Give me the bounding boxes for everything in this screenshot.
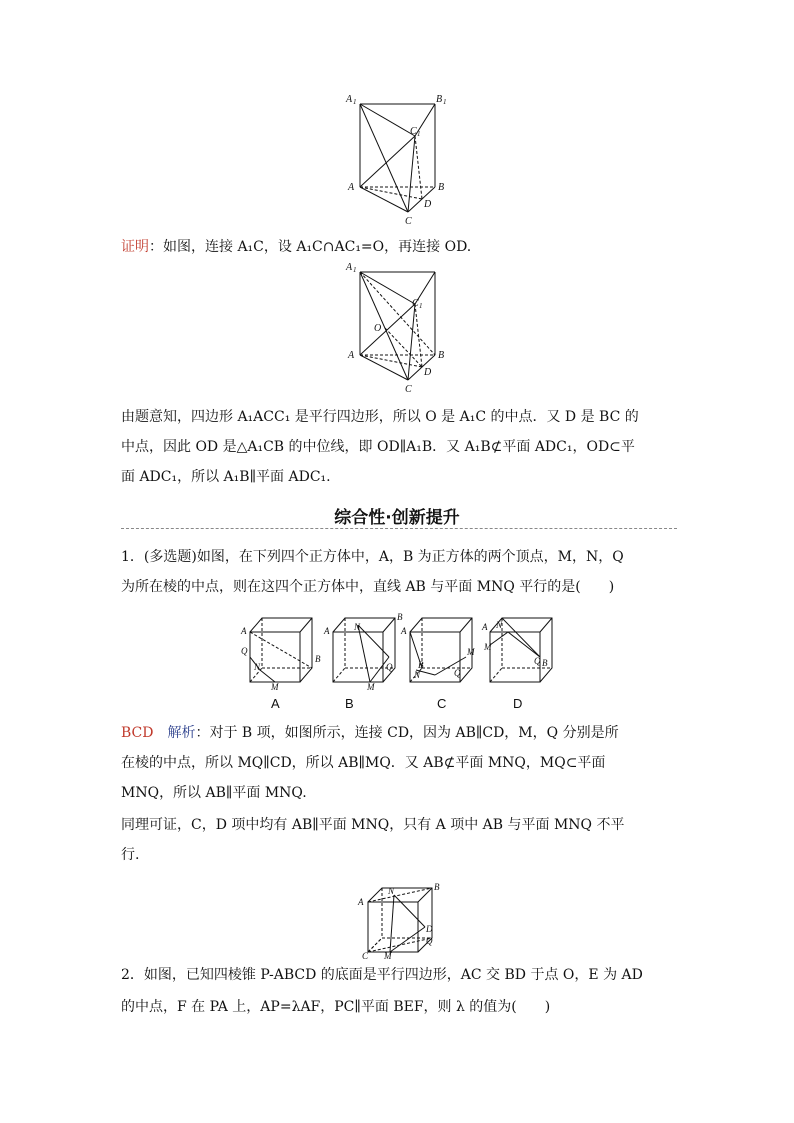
svg-text:Q: Q bbox=[386, 662, 393, 672]
label-b: B bbox=[438, 350, 445, 361]
answer-line-3: MNQ，所以 AB∥平面 MNQ. bbox=[121, 785, 307, 801]
cube-option-d: D bbox=[513, 696, 523, 711]
svg-text:M: M bbox=[271, 682, 279, 690]
svg-text:Q: Q bbox=[454, 668, 461, 678]
svg-text:Q: Q bbox=[534, 656, 541, 666]
question-1-line-1: 1．(多选题)如图，在下列四个正方体中，A，B 为正方体的两个顶点，M，N，Q bbox=[121, 549, 624, 565]
svg-text:N: N bbox=[388, 886, 395, 896]
label-d: D bbox=[424, 367, 432, 378]
svg-text:C: C bbox=[362, 951, 369, 960]
answer-choice: BCD bbox=[121, 725, 154, 741]
label-a: A bbox=[348, 182, 355, 193]
svg-text:A: A bbox=[241, 626, 247, 636]
svg-text:1: 1 bbox=[417, 130, 421, 138]
svg-text:B: B bbox=[434, 882, 440, 892]
svg-text:A: A bbox=[358, 897, 364, 907]
label-b: B bbox=[438, 182, 445, 193]
question-2-line-1: 2．如图，已知四棱锥 P-ABCD 的底面是平行四边形，AC 交 BD 于点 O，E 为 AD bbox=[121, 967, 643, 983]
label-o: O bbox=[374, 323, 382, 334]
section-title: 综合性·创新提升 bbox=[334, 508, 460, 528]
svg-text:B: B bbox=[397, 612, 403, 622]
prism-figure-1 bbox=[340, 90, 450, 230]
svg-text:M: M bbox=[367, 682, 375, 690]
reasoning-line-1: 由题意知，四边形 A₁ACC₁ 是平行四边形，所以 O 是 A₁C 的中点．又 D 是 BC 的 bbox=[121, 409, 639, 425]
svg-text:Q: Q bbox=[241, 646, 248, 656]
svg-text:1: 1 bbox=[353, 98, 357, 106]
proof-label: 证明 bbox=[121, 239, 149, 255]
proof-line bbox=[121, 237, 471, 257]
reasoning-line-2: 中点，因此 OD 是△A₁CB 的中位线，即 OD∥A₁B．又 A₁B⊄平面 ADC₁，OD⊂平 bbox=[121, 439, 635, 455]
svg-text:1: 1 bbox=[353, 266, 357, 274]
svg-text:A: A bbox=[324, 626, 330, 636]
cube-option-c: C bbox=[437, 696, 447, 711]
svg-text:B: B bbox=[542, 658, 548, 668]
label-a: A bbox=[348, 350, 355, 361]
svg-text:M: M bbox=[467, 647, 475, 657]
svg-text:N: N bbox=[354, 622, 361, 632]
svg-text:D: D bbox=[426, 924, 433, 934]
svg-text:A: A bbox=[401, 626, 407, 636]
proof-text: ：如图，连接 A₁C，设 A₁C∩AC₁=O，再连接 OD. bbox=[149, 239, 472, 255]
cube-option-b: B bbox=[345, 696, 354, 711]
svg-text:B: B bbox=[315, 654, 321, 664]
svg-text:N: N bbox=[414, 670, 421, 680]
svg-text:N: N bbox=[496, 620, 503, 630]
cube-explanation-figure bbox=[350, 880, 450, 960]
svg-text:B: B bbox=[418, 660, 424, 670]
section-divider bbox=[121, 528, 677, 529]
svg-text:M: M bbox=[484, 642, 492, 652]
answer-line-2: 在棱的中点，所以 MQ∥CD，所以 AB∥MQ．又 AB⊄平面 MNQ，MQ⊂平面 bbox=[121, 755, 606, 771]
question-2-line-2: 的中点，F 在 PA 上，AP=λAF，PC∥平面 BEF，则 λ 的值为( ) bbox=[121, 999, 551, 1015]
label-c: C bbox=[405, 384, 412, 395]
svg-text:Q: Q bbox=[426, 936, 433, 946]
question-1-line-2: 为所在棱的中点，则在这四个正方体中，直线 AB 与平面 MNQ 平行的是( ) bbox=[121, 579, 615, 595]
label-c: C bbox=[405, 216, 412, 227]
label-a1: A bbox=[346, 94, 353, 105]
prism-figure-2 bbox=[340, 258, 450, 398]
reasoning-line-3: 面 ADC₁，所以 A₁B∥平面 ADC₁. bbox=[121, 469, 331, 485]
answer-line-4: 同理可证，C，D 项中均有 AB∥平面 MNQ，只有 A 项中 AB 与平面 MNQ 不平 bbox=[121, 817, 625, 833]
label-b1: B bbox=[436, 94, 443, 105]
label-c1: C bbox=[412, 298, 419, 309]
answer-line-1: BCD 解析：对于 B 项，如图所示，连接 CD，因为 AB∥CD，M，Q 分别是所 bbox=[121, 725, 619, 741]
cube-option-a: A bbox=[271, 696, 280, 711]
svg-text:N: N bbox=[254, 662, 261, 672]
label-d: D bbox=[424, 199, 432, 210]
svg-text:A: A bbox=[482, 622, 488, 632]
svg-text:M: M bbox=[384, 951, 392, 960]
svg-text:1: 1 bbox=[419, 302, 423, 310]
answer-line-5: 行. bbox=[121, 847, 140, 863]
label-c1: C bbox=[410, 126, 417, 137]
cube-options-figure bbox=[240, 610, 560, 690]
answer-label: 解析 bbox=[167, 725, 196, 741]
label-a1: A bbox=[346, 262, 353, 273]
svg-text:1: 1 bbox=[443, 98, 447, 106]
